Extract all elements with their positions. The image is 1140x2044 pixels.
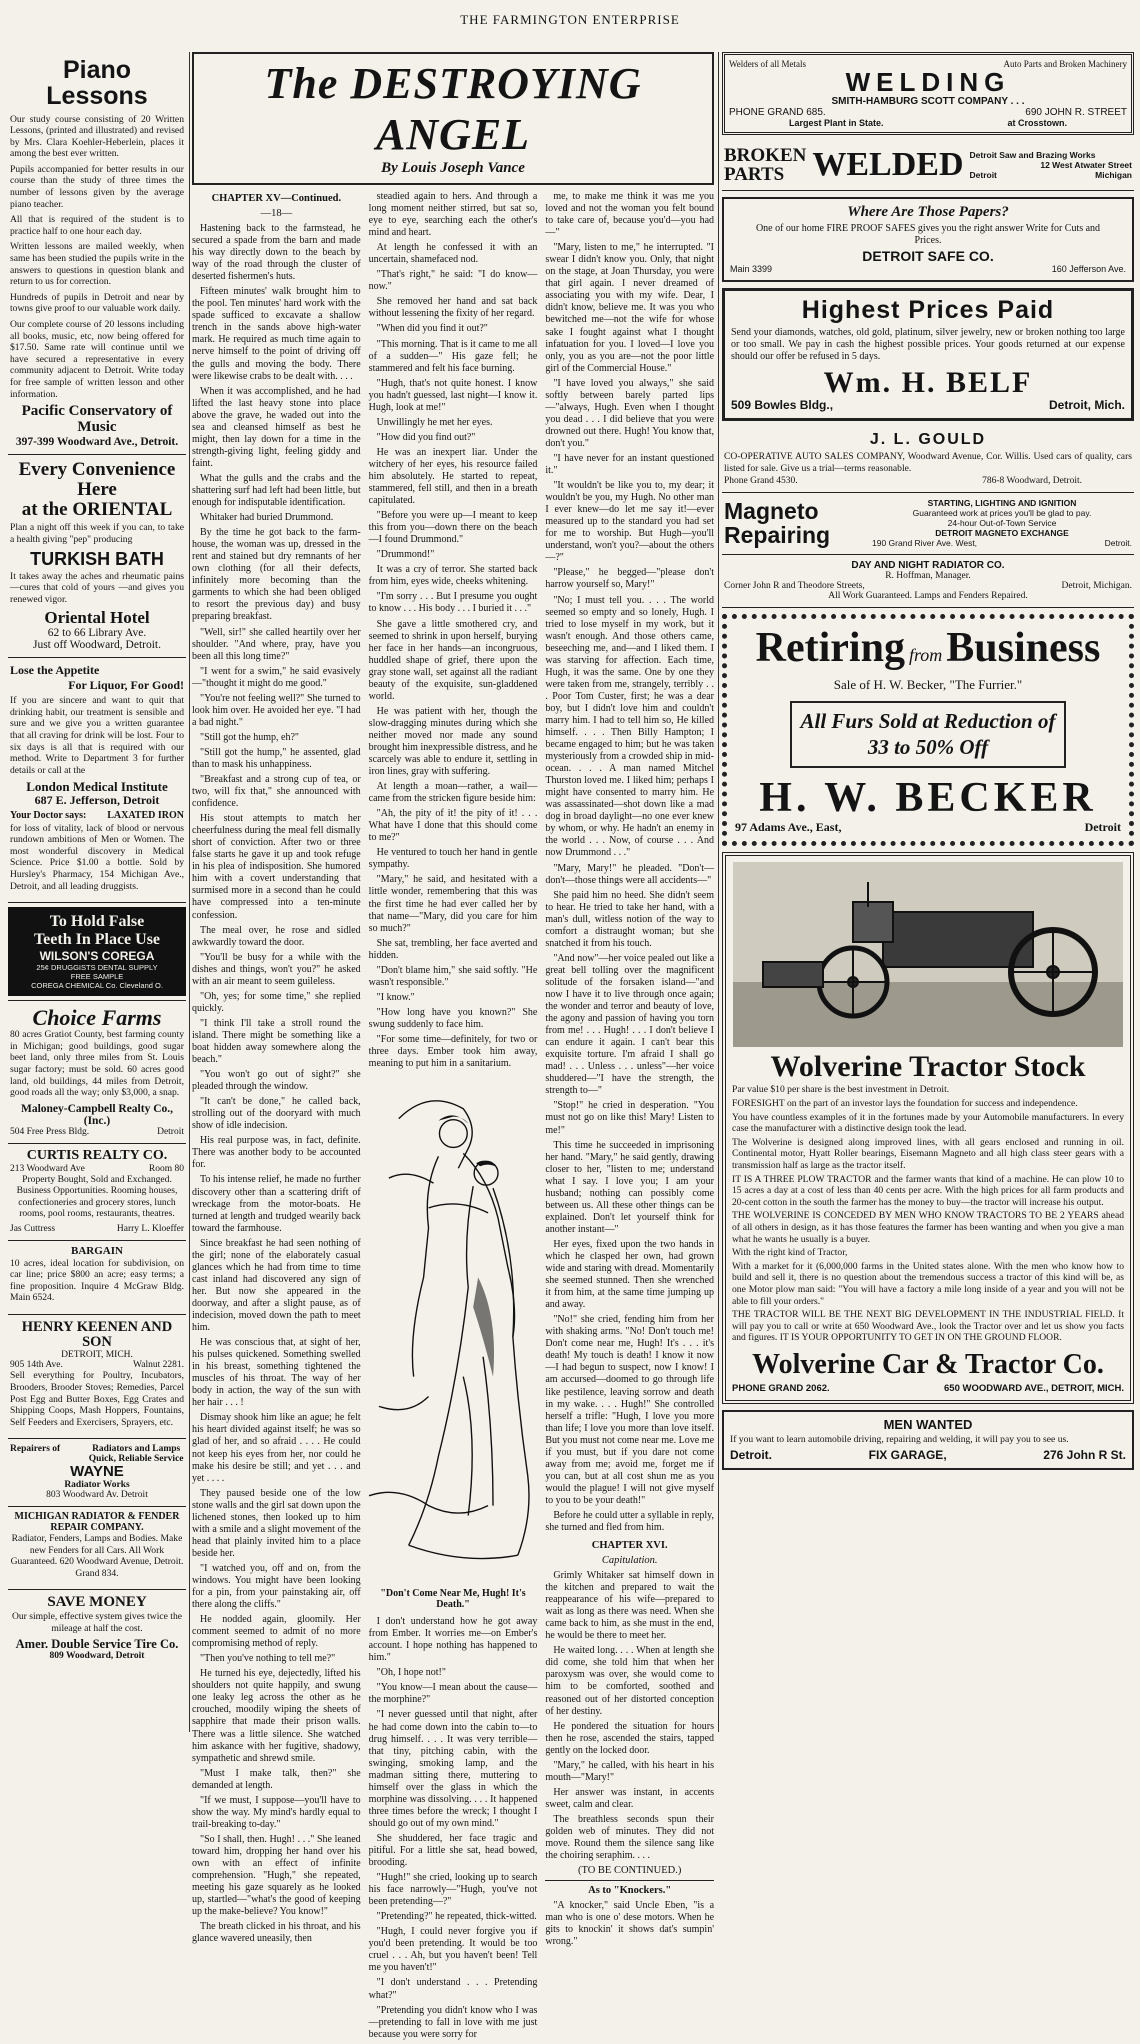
becker-furs-ad xyxy=(722,614,1134,845)
story-paragraph: Her answer was instant, in accents sweet, calm and clear. xyxy=(545,1786,715,1810)
ad-phone: Phone Grand 4530. xyxy=(724,476,798,487)
curtis-realty-ad xyxy=(8,1144,186,1241)
story-paragraph: "For some time—definitely, for two or three days. Ember took him away, meaning to put him in a sanitarium. xyxy=(368,1034,538,1070)
story-paragraph: Fifteen minutes' walk brought him to the pool. Ten minutes' hard work with the spade sufficed to excavate a shallow trench in the sands above high-water mark. He required as much time again to nerve himself to the point of driving off the gulls and moving the body. There were likewise crabs to be dealt with. . . . xyxy=(192,286,361,382)
ad-headline: TURKISH BATH xyxy=(30,548,164,569)
chapter-number: —18— xyxy=(260,208,293,219)
ad-text: Largest Plant in State. xyxy=(789,118,884,129)
ad-text: at Crosstown. xyxy=(1007,118,1067,129)
ad-title: DAY AND NIGHT RADIATOR CO. xyxy=(851,560,1005,572)
story-paragraph: "When did you find it out?" xyxy=(376,323,488,335)
masthead: THE FARMINGTON ENTERPRISE xyxy=(460,12,680,27)
story-paragraph: Hastening back to the farmstead, he secured a spade from the barn and made his way directly down to the beach by way of the road through the cluster of deserted fishermen's huts. xyxy=(192,223,361,283)
ad-text: Radiators and Lamps Quick, Reliable Service xyxy=(88,1444,184,1465)
story-paragraph: "Drummond!" xyxy=(376,549,435,561)
column-rule xyxy=(718,52,719,1732)
advertiser-address: 504 Free Press Bldg. xyxy=(10,1126,90,1137)
story-paragraph: "Breakfast and a strong cup of tea, or two, will fix that," she announced with confidence. xyxy=(192,774,361,810)
story-paragraph: Since breakfast he had seen nothing of the girl; none of the elaborately casual glances which he had from time to time cast inland had discovered any sign of her. But now she appeared in the doorway, and after a slight pause, as of indecision, moved down the path to meet him. xyxy=(192,1237,361,1334)
advertiser-address: 190 Grand River Ave. West, xyxy=(872,538,978,549)
ad-text: All Work Guaranteed. Lamps and Fenders Repaired. xyxy=(828,591,1028,602)
story-paragraph: "Then you've nothing to tell me?" xyxy=(200,1653,336,1665)
advertiser-address: 690 JOHN R. STREET xyxy=(1025,107,1127,119)
ad-text: Jas Cuttress xyxy=(10,1223,56,1234)
story-paragraph: "Stop!" he cried in desperation. "You must not go on like this! Mary! Listen to me!" xyxy=(545,1100,715,1136)
ad-text: Par value $10 per share is the best investment in Detroit. xyxy=(732,1084,950,1096)
to-be-continued: (TO BE CONTINUED.) xyxy=(578,1865,682,1877)
story-paragraph: "And now"—her voice pealed out like a great bell tolling over the magnificent solitude of the forsaken island—"and now I have it to live through once again; the wonder and terror and beauty of love, the agony and passion of having you torn from me! . . . Hugh! . . . I don't believe I can endure it again. I can't bear this exquisite torture. I'm afraid I shall go mad! . . . Unless . . . unless"—her voice shuddered—"I have the strength, the strength to—" xyxy=(545,952,715,1097)
corega-ad xyxy=(8,903,186,1001)
bargain-ad xyxy=(8,1241,186,1315)
ad-text: Sell everything for Poultry, Incubators, Brooders, Brooder Stoves; Remedies, Parcel Post Egg and Butter Boxes, Egg Crates and Shipping Coops, Mash Hoppers, Fountains, Self Feeders and Exercisers, Sprayers, etc. xyxy=(10,1370,184,1428)
advertiser-address: 803 Woodward Av. Detroit xyxy=(46,1490,148,1501)
story-paragraph: He turned his eye, dejectedly, lifted his shoulders not quite happily, and swung one leaky leg across the other as he crouched, moodily wiping the sheets of sapphire that made their prison walls. There was a little silence. She watched him askance with her fugitive, shadowy, sympathetic and shrewd smile. xyxy=(192,1668,361,1764)
story-paragraph: "Please," he begged—"please don't harrow yourself so, Mary!" xyxy=(545,567,715,591)
ad-title: Lose the Appetite xyxy=(10,663,100,678)
advertiser-address: 276 John R St. xyxy=(1043,1447,1126,1462)
advertiser-address: 213 Woodward Ave xyxy=(10,1163,85,1174)
chapter-heading: CHAPTER XVI. xyxy=(591,1540,668,1552)
safe-ad xyxy=(722,197,1134,281)
story-paragraph: "It wouldn't be like you to, my dear; it wouldn't be you, my Hugh. No other man I ever knew—do let me say it!—ever measured up to the standard you had set for me to worship. But Hugh—you'll understand, won't you?—about the others—?" xyxy=(545,480,715,564)
ad-phone: PHONE GRAND 2062. xyxy=(732,1383,830,1395)
story-paragraph: He waited long. . . . When at length she did come, she told him that when her paroxysm was over, she would come to him to be comforted, soothed and reasoned out of her distorted conception of her destiny. xyxy=(545,1645,715,1717)
advertiser-name: WAYNE xyxy=(70,1463,124,1481)
story-paragraph: Unwillingly he met her eyes. xyxy=(376,416,493,428)
story-paragraph: His stout attempts to match her cheerfulness during the meal fell dismally short of conviction. After two or three false starts he gave it up and took refuge in his plea of indisposition. She humored him with a covert understanding that surmised more in a second than he could have compressed into a ten-minute confession. xyxy=(192,813,361,921)
advertiser-address: Walnut 2281. xyxy=(133,1360,184,1371)
welding-ad xyxy=(722,52,1134,135)
ad-title: MICHIGAN RADIATOR & FENDER REPAIR COMPANY. xyxy=(14,1511,180,1533)
advertiser-name: Pacific Conservatory of Music xyxy=(21,403,173,435)
story-paragraph: What the gulls and the crabs and the shattering surf had left had been little, but enough for indisputable identification. xyxy=(192,472,361,509)
ad-text: 80 acres Gratiot County, best farming county in Michigan; good buildings, good sugar beet land, only three miles from St. Louis sugar factory; must be sold. 60 acres good land, old buildings, 44 miles from Detroit, good roads all the way; only $3,000, a snap. xyxy=(10,1029,184,1099)
ad-text: FREE SAMPLE xyxy=(70,972,124,982)
ad-text: IT IS A THREE PLOW TRACTOR and the farmer wants that kind of a machine. He can plow 10 to 15 acres a day at a cost of less than 40 cents per acre. With the high prices for all farm products and 20-cent cotton in the south the farmer has the money to buy—the tractor will increase his output. xyxy=(732,1173,1124,1208)
story-paragraph: "That's right," he said: "I do know—now." xyxy=(368,269,538,293)
story-paragraph: This time he succeeded in imprisoning her hand. "Mary," he said gently, drawing closer to her, "listen to me; understand what I say. I love you; I am your husband; nothing can possibly come between us. All these other things can be explained. Don't let yourself think for another instant—" xyxy=(545,1139,715,1235)
column-rule xyxy=(189,52,190,1732)
story-paragraph: "Pretending you didn't know who I was—pretending to fall in love with me just because you were sorry for xyxy=(368,2004,538,2040)
story-illustration xyxy=(369,1077,538,1577)
story-paragraph: "It can't be done," he called back, strolling out of the dooryard with much show of idle indecision. xyxy=(192,1096,361,1132)
ad-title: Business xyxy=(946,625,1101,672)
ad-text: It takes away the aches and rheumatic pains—cures that cold of yours —and gives you renewed vigor. xyxy=(10,570,184,605)
advertiser-address: Detroit. xyxy=(1104,538,1132,549)
ad-text: If you want to learn automobile driving, repairing and welding, it will pay you to see us. xyxy=(730,1433,1069,1445)
ad-title: Wolverine Tractor Stock xyxy=(770,1049,1086,1083)
ad-title: Piano Lessons xyxy=(46,56,148,111)
story-paragraph: He was an inexpert liar. Under the witchery of her eyes, his resource failed him absolutely. He started to repeat, stammered, fell still, and then in a breath capitulated. xyxy=(368,446,538,507)
story-paragraph: The breath clicked in his throat, and his glance wavered uneasily, then xyxy=(192,1921,361,1945)
story-paragraph: "How long have you known?" She swung suddenly to face him. xyxy=(368,1006,538,1030)
advertiser-address: DETROIT, MICH. xyxy=(61,1350,133,1361)
advertiser-address: Detroit. xyxy=(730,1447,772,1462)
magneto-ad xyxy=(722,493,1134,555)
ad-subhead: Your Doctor says: xyxy=(10,809,87,821)
story-paragraph: "I think I'll take a stroll round the island. There might be something like a boat hidden away somewhere along the beach." xyxy=(192,1017,361,1066)
advertiser-name: DETROIT MAGNETO EXCHANGE xyxy=(935,528,1069,539)
story-title: The DESTROYING ANGEL xyxy=(264,59,642,159)
filler-title: As to "Knockers." xyxy=(588,1885,672,1897)
story-paragraph: "This morning. That is it came to me all of a sudden—" His gaze fell; he stammered and felt his face burning. xyxy=(368,338,538,374)
story-paragraph: He nodded again, gloomily. Her comment seemed to admit of no more compromising method of reply. xyxy=(192,1614,361,1650)
ad-title: Where Are Those Papers? xyxy=(847,204,1009,221)
advertiser-name: Maloney-Campbell Realty Co., (Inc.) xyxy=(20,1102,174,1127)
story-paragraph: It was a cry of terror. She started back from him, eyes wide, cheeks whitening. xyxy=(368,564,538,588)
advertiser-address: 809 Woodward, Detroit xyxy=(49,1651,145,1662)
ad-title: J. L. GOULD xyxy=(869,431,987,449)
story-title-box xyxy=(192,52,714,185)
ad-text: Auto Parts and Broken Machinery xyxy=(1003,59,1127,69)
ad-text: Pupils accompanied for better results in our course than the study of three times the number of lessons given by the average piano teacher. xyxy=(10,163,184,210)
story-paragraph: "Mary, listen to me," he interrupted. "I swear I didn't know you. Only, that night on the stage, at Joan Thursday, you were that girl again. I never dreamed of associating you with my wife. Dear, I didn't know, believe me. It was you who bewitched me—not the wife for whose sake I fought against what I thought infatuation for you. I loved—I love you only, you as you are—not the poor little girl of the Commercial House." xyxy=(545,242,715,374)
story-paragraph: By the time he got back to the farm-house, the woman was up, dressed in the rent and stained but dry remnants of her own clothing (for all their defects, infinitely more becoming than the garments to which she had been obliged to resort the previous day) and busy preparing breakfast. xyxy=(192,527,361,623)
michigan-radiator-ad xyxy=(8,1507,186,1590)
story-paragraph: "I know." xyxy=(376,991,415,1003)
story-paragraph: She sat, trembling, her face averted and hidden. xyxy=(368,937,538,961)
story-paragraph: He ventured to touch her hand in gentle sympathy. xyxy=(368,847,538,871)
advertiser-name: Wm. H. BELF xyxy=(823,365,1033,399)
ad-text: Guaranteed work at prices you'll be glad to pay. xyxy=(912,508,1092,519)
ad-title: BROKEN xyxy=(724,145,807,167)
story-paragraph: "You won't go out of sight?" she pleaded through the window. xyxy=(192,1069,361,1093)
advertiser-address: Detroit, Mich. xyxy=(1048,398,1125,413)
story-paragraph: me, to make me think it was me you loved and not the woman you felt bound to take care of, because you'd—you had—" xyxy=(545,191,715,239)
serial-story xyxy=(192,52,715,2040)
story-paragraph: "I went for a swim," he said evasively—"thought it might do me good." xyxy=(192,665,361,689)
ad-text: Our simple, effective system gives twice the mileage at half the cost. xyxy=(11,1611,183,1634)
ad-text: Our complete course of 20 lessons including all books, music, etc, now being offered for $17.50. Same rate will continue until we have secured a representative in every community adjacent to Detroit. Write today for free sample of written lesson and other information. xyxy=(10,319,184,400)
story-paragraph: "Mary, Mary!" he pleaded. "Don't—don't—those things were all accidents—" xyxy=(545,862,715,886)
ad-title: CURTIS REALTY CO. xyxy=(26,1147,168,1163)
advertiser-address: 397-399 Woodward Ave., Detroit. xyxy=(15,435,179,448)
advertiser-address: Detroit xyxy=(1084,819,1121,834)
ad-text: With a market for it (6,000,000 farms in the United states alone. With the men who know how to build and sell it, there is no question about the tremendous success a tractor of this kind will be, as one Motor plow man said: "You will have a factory a mile long inside of a year and you will not be able to fill your orders." xyxy=(732,1260,1124,1307)
ad-text: The Wolverine is designed along improved lines, with all gears enclosed and running in oil. Continental motor, Hyatt Roller bearings, Eisemann Magneto and all high class steer gears with a transmission half as large as the tractor itself. xyxy=(732,1136,1124,1171)
advertiser-address: 97 Adams Ave., East, xyxy=(735,819,842,834)
advertiser-address: Corner John R and Theodore Streets, xyxy=(724,581,865,592)
story-paragraph: The meal over, he rose and sidled awkwardly toward the door. xyxy=(192,924,361,948)
ad-title: For Liquor, For Good! xyxy=(68,678,184,693)
story-paragraph: His real purpose was, in fact, definite. There was another body to be accounted for. xyxy=(192,1135,361,1171)
advertiser-address: 650 WOODWARD AVE., DETROIT, MICH. xyxy=(944,1383,1124,1395)
story-paragraph: "Hugh, I could never forgive you if you'd been pretending. It would be too cruel . . . Ah, but you haven't been! Tell me you haven't!" xyxy=(368,1926,538,1974)
ad-title: Repairing xyxy=(724,522,831,549)
filler-text: "A knocker," said Uncle Eben, "is a man who is one o' dese motors. When he gits to knockin' it shows dat's sumpin' wrong." xyxy=(545,1900,715,1948)
wayne-radiator-ad xyxy=(8,1439,186,1507)
ad-title: Magneto xyxy=(724,498,819,525)
ad-text: THE WOLVERINE IS CONCEDED BY MEN WHO KNOW TRACTORS TO BE 2 YEARS ahead of all others in design, as it has those features the farmer has been wanting and when you give a man what he wants he usually is a buyer. xyxy=(732,1210,1124,1245)
liquor-cure-ad xyxy=(8,658,186,903)
advertiser-address: Michigan xyxy=(1095,170,1132,181)
ad-title: Here xyxy=(77,478,117,500)
tractor-illustration xyxy=(732,862,1124,1047)
advertiser-address: 62 to 66 Library Ave. xyxy=(47,627,147,640)
ad-text: CO-OPERATIVE AUTO SALES COMPANY, Woodward Avenue, Cor. Willis. Used cars of quality, cars listed for sale. Give us a trial—terms reasonable. xyxy=(724,451,1132,474)
belf-ad xyxy=(722,288,1134,422)
ad-title: HENRY KEENEN AND SON xyxy=(21,1318,173,1351)
advertiser-name: Oriental Hotel xyxy=(44,608,150,628)
ad-title: Highest Prices Paid xyxy=(801,295,1055,324)
ad-text: for loss of vitality, lack of blood or nervous rundown ambitions of Men or Women. The most wonderful discovery in Medical Science. Price $1.00 a bottle. Sold by Hursley's Pharmacy, 154 Michigan Ave., Detroit, and all leading druggists. xyxy=(10,822,184,892)
story-paragraph: steadied again to hers. And through a long moment neither stirred, but sat so, eye to eye, searching each the other's mind and heart. xyxy=(368,191,538,239)
ad-text: Hundreds of pupils in Detroit and near by towns give proof to our valuable work daily. xyxy=(10,291,184,315)
story-paragraph: She shuddered, her face tragic and pitiful. For a little she sat, head bowed, brooding. xyxy=(368,1832,538,1869)
ad-title: BARGAIN xyxy=(71,1244,123,1257)
ad-text: 24-hour Out-of-Town Service xyxy=(947,518,1057,529)
advertiser-address: Just off Woodward, Detroit. xyxy=(32,639,161,652)
advertiser-name: H. W. BECKER xyxy=(759,774,1097,821)
story-paragraph: "I never guessed until that night, after he had come down into the cabin to—to drug himself. . . . It was very terrible—that tiny, pitching cabin, with the swinging, smoking lamp, and the madman sitting there, muttering to himself over the glass in which the morphine was dissolving. . . . It happened three times before the wreck; I thought I should go out of my own mind." xyxy=(368,1709,538,1829)
story-paragraph: To his intense relief, he made no further discovery other than a scattering drift of wreckage from the motor-boats. He turned at length and trudged wearily back toward the farmhouse. xyxy=(192,1174,361,1234)
story-paragraph: The breathless seconds spun their golden web of minutes. They did not move. Round them the silence sang like the choiring seraphim. . . . xyxy=(545,1813,715,1862)
story-paragraph: "If we must, I suppose—you'll have to show the way. My mind's hardly equal to trail-breaking to-day." xyxy=(192,1794,361,1830)
ad-text: Send your diamonds, watches, old gold, platinum, silver jewelry, new or broken nothing too large or too small. We pay in cash the highest possible prices. Your goods returned at our expense should our offer be refused in 5 days. xyxy=(731,326,1125,362)
ad-text: You have countless examples of it in the fortunes made by your Automobile manufacturers. In every case the manufacturer with a distinctive design took the lead. xyxy=(732,1111,1124,1135)
story-paragraph: She removed her hand and sat back without lessening the fixity of her regard. xyxy=(368,296,538,320)
ad-text: 10 acres, ideal location for subdivision, on car line; price $800 an acre; easy terms; a fine proposition. Inquire 4 McGraw Bldg. Main 6524. xyxy=(10,1257,184,1304)
story-paragraph: They paused beside one of the low stone walls and the girl sat down upon the lichened stones, then looked up to him with a smile and a slight movement of the head that plainly invited him to a place beside her. xyxy=(192,1487,361,1559)
story-paragraph: She paid him no heed. She didn't seem to hear. He tried to take her hand, with a man's dull, witless notion of the way to comfort a distraught woman; but she snatched it from his touch. xyxy=(545,889,715,949)
story-paragraph: At length a moan—rather, a wail—came from the stricken figure beside him: xyxy=(368,781,538,805)
ad-text: Radiator Works xyxy=(64,1480,130,1491)
piano-lessons-ad xyxy=(8,52,186,455)
advertiser-name: DETROIT SAFE CO. xyxy=(862,248,994,265)
story-paragraph: "I watched you, off and on, from the windows. You might have been looking for a pin, from your painstaking air, off there along the cliffs." xyxy=(192,1562,361,1611)
advertiser-address: 786-8 Woodward, Detroit. xyxy=(982,476,1082,487)
advertiser-name: Amer. Double Service Tire Co. xyxy=(15,1637,179,1652)
advertiser-name: FIX GARAGE, xyxy=(868,1447,947,1462)
story-paragraph: "Still got the hump," he assented, glad than to mask his unhappiness. xyxy=(192,746,361,770)
story-paragraph: I don't understand how he got away from Ember. It worries me—on Ember's account. I hope nothing has happened to him." xyxy=(368,1616,538,1664)
story-paragraph: "I'm sorry . . . But I presume you ought to know . . . His body . . . I buried it . . ." xyxy=(368,591,538,615)
story-paragraph: "You'll be busy for a while with the dishes and things, won't you?" he asked with an air meant to seem guileless. xyxy=(192,951,361,987)
ad-text: Our study course consisting of 20 Written Lessons, (printed and illustrated) and revised by Mrs. Clara Koehler-Heberlein, places it among the best ever written. xyxy=(10,113,184,160)
story-paragraph: When it was accomplished, and he had lifted the last heavy stone into place above the grave, he waded out into the sea and cleansed himself as best he might, then lay down for a time in the strength-giving light, feeling giddy and faint. xyxy=(192,385,361,469)
story-column-3 xyxy=(545,191,714,2044)
advertiser-address: 509 Bowles Bldg., xyxy=(731,398,834,413)
ad-title: To Hold False xyxy=(49,913,145,931)
story-paragraph: "Oh, I hope not!" xyxy=(376,1667,446,1679)
advertiser-address: 905 14th Ave. xyxy=(10,1360,63,1371)
story-paragraph: "Oh, yes; for some time," she replied quickly. xyxy=(192,990,361,1014)
story-paragraph: "You know—I mean about the cause—the morphine?" xyxy=(368,1682,538,1706)
story-paragraph: He was conscious that, at sight of her, his pulses quickened. Something swelled in his breast, something tightened the muscles of his throat. The way of her body in action, the way of the sun with her hair . . . ! xyxy=(192,1337,361,1409)
ad-title: WELDING xyxy=(845,67,1011,97)
ad-text: R. Hoffman, Manager. xyxy=(885,571,971,582)
story-paragraph: Grimly Whitaker sat himself down in the kitchen and prepared to wait the reappearance of his wife—prepared to wait as long as there was need. When she came back to him, as she must in the end, he would be there to meet her. xyxy=(545,1570,715,1642)
ad-title: PARTS xyxy=(724,164,785,186)
ad-headline: All Furs Sold at Reduction of 33 to 50% Off xyxy=(790,701,1066,767)
ad-text: If you are sincere and want to quit that drinking habit, our treatment is sensible and sure and we give you a written guarantee that all craving for drink will be lost. Four to six days is all that is required with our method. Write to Department 3 for further details or call at the xyxy=(10,695,184,776)
ad-text: COREGA CHEMICAL Co. Cleveland O. xyxy=(31,981,163,991)
ad-phone: PHONE GRAND 685. xyxy=(729,107,826,119)
ad-text: FORESIGHT on the part of an investor lays the foundation for success and independence. xyxy=(732,1098,1078,1110)
story-byline: By Louis Joseph Vance xyxy=(381,160,525,176)
advertiser-name: London Medical Institute xyxy=(26,779,168,795)
ad-title: SAVE MONEY xyxy=(47,1594,147,1611)
advertiser-address: 160 Jefferson Ave. xyxy=(1051,263,1126,274)
advertiser-address: Detroit xyxy=(969,170,997,181)
story-column-1 xyxy=(192,191,361,2044)
wolverine-tractor-ad xyxy=(722,852,1134,1404)
story-paragraph: "How did you find out?" xyxy=(376,431,476,443)
advertiser-name: Detroit Saw and Brazing Works xyxy=(969,150,1096,161)
ad-text: STARTING, LIGHTING AND IGNITION xyxy=(927,498,1077,509)
story-column-2 xyxy=(369,191,538,2044)
men-wanted-ad xyxy=(722,1410,1134,1469)
story-paragraph: "Must I make talk, then?" she demanded at length. xyxy=(192,1767,361,1791)
radiator-co-ad xyxy=(722,555,1134,608)
ad-text: Welders of all Metals xyxy=(729,59,807,69)
story-paragraph: "Pretending?" he repeated, thick-witted. xyxy=(376,1911,537,1923)
choice-farms-ad xyxy=(8,1001,186,1144)
gould-ad xyxy=(722,427,1134,493)
keenen-ad xyxy=(8,1315,186,1439)
story-paragraph: "Hugh!" she cried, looking up to search his face narrowly—"Hugh, you've not been pretending—?" xyxy=(368,1872,538,1908)
ad-text: Property Bought, Sold and Exchanged. Business Opportunities. Rooming houses, confectioneries and grocery stores, lunch rooms, pool rooms, restaurants, theatres. xyxy=(16,1173,178,1220)
ad-text: Harry L. Kloeffer xyxy=(116,1223,184,1234)
story-paragraph: "I have loved you always," she said softly between barely parted lips—"always, Hugh. Even when I thought you dead . . . I did believe that you were drowned out there. Hugh! You know that, don't you." xyxy=(545,377,715,449)
story-paragraph: "No!" she cried, fending him from her with shaking arms. "No! Don't touch me! Don't come near me, Hugh! It's . . . it's death! My touch is death! I know it now—I had begun to suspect, now I know! I am accursed—doomed to go through life like pestilence, leaving sorrow and death in my wake. . . . Hugh!" She controlled herself a trifle: "Hugh, I love you more than life; I love you more than love itself. But you must not come near me. Love me if you must, but if you dare not come away from me; avoid me, forget me if you can, but at all cost shun me as you would the plague! I will not give myself to you to be your death!" xyxy=(545,1314,715,1506)
ad-title: from xyxy=(908,645,943,666)
illustration-caption: "Don't Come Near Me, Hugh! It's Death." xyxy=(380,1588,526,1611)
ad-title: Retiring xyxy=(755,625,905,672)
story-paragraph: "You're not feeling well?" She turned to look him over. He avoided her eye. "I had a bad night." xyxy=(192,692,361,728)
ad-text: One of our home FIRE PROOF SAFES gives you the right answer Write for Cuts and Prices. xyxy=(755,223,1101,247)
ad-title: Every Convenience xyxy=(18,458,176,480)
ad-title: Teeth In Place Use xyxy=(33,931,161,949)
story-paragraph: "I have never for an instant questioned it." xyxy=(545,452,715,477)
ad-text: Written lessons are mailed weekly, when same has been studied the pupils write in the answers to questions in question blank and return to us for correction. xyxy=(10,241,184,288)
chapter-subtitle: Capitulation. xyxy=(601,1555,658,1567)
ad-headline: WILSON'S COREGA xyxy=(39,949,155,964)
ad-headline: WELDED xyxy=(812,146,964,184)
story-paragraph: Her eyes, fixed upon the two hands in which he clasped her own, had grown wide and staring with dread. Momentarily she seemed stunned. Then she wrenched it from him, at the same time jumping up and away. xyxy=(545,1238,715,1311)
advertiser-address: 12 West Atwater Street xyxy=(1040,160,1132,171)
ad-text: All that is required of the student is to practice half to one hour each day. xyxy=(10,214,184,237)
story-paragraph: "Well, sir!" she called heartily over her shoulder. "And where, pray, have you been all this long time?" xyxy=(192,626,361,662)
ad-text: Repairers of xyxy=(10,1444,61,1455)
save-money-ad xyxy=(8,1590,186,1667)
advertiser-address: Detroit, Michigan. xyxy=(1061,581,1132,592)
story-paragraph: "Don't blame him," she said softly. "He wasn't responsible." xyxy=(368,964,538,988)
advertiser-name: Wolverine Car & Tractor Co. xyxy=(752,1348,1104,1380)
story-paragraph: He was patient with her, though the slow-dragging minutes during which she neither moved nor made any sound brought him inexpressible distress, and he scarcely was able to endure it, settling in iron lines, gray with suffering. xyxy=(368,705,538,778)
story-paragraph: "Still got the hump, eh?" xyxy=(200,731,299,743)
ad-title: Choice Farms xyxy=(32,1005,162,1031)
story-paragraph: "I don't understand . . . Pretending what?" xyxy=(368,1977,538,2001)
story-paragraph: "So I shall, then. Hugh! . . ." She leaned toward him, dropping her hand over his own with an effect of infinite comprehension. "Hugh," she repeated, meeting his gaze squarely as he looked up, startled—"what's the good of keeping up the make-believe? You know!" xyxy=(192,1833,361,1918)
right-ads-column xyxy=(722,52,1134,1732)
story-paragraph: Before he could utter a syllable in reply, she turned and fled from him. xyxy=(545,1509,715,1534)
story-paragraph: "Mary," he called, with his heart in his mouth—"Mary!" xyxy=(545,1759,715,1783)
ad-text: Sale of H. W. Becker, "The Furrier." xyxy=(833,677,1023,693)
left-ads-column xyxy=(8,52,186,1732)
advertiser-address: Detroit xyxy=(157,1126,184,1137)
chapter-heading: CHAPTER XV—Continued. xyxy=(211,193,342,204)
story-paragraph: At length he confessed it with an uncertain, shamefaced nod. xyxy=(368,242,538,266)
ad-phone: Main 3399 xyxy=(730,263,773,274)
story-paragraph: "Mary," he said, and hesitated with a little wonder, remembering that this was the first time he had ever called her by that name—"Mary, did you care for him so much?" xyxy=(368,874,538,934)
ad-title: MEN WANTED xyxy=(883,1417,973,1433)
story-paragraph: She gave a little smothered cry, and seemed to shrink in upon herself, burying her face in her hands—an incongruous, huddled shape of grief, there upon the gray stone wall, set against all the radiant beauty of the exquisite, sun-gladdened world. xyxy=(368,618,538,702)
broken-parts-ad xyxy=(722,141,1134,191)
story-paragraph: "No; I must tell you. . . . The world seemed so empty and so lonely, Hugh. I tried to lose myself in my work, but it wasn't enough. And those others came, beseeching me, and—and I liked them. I was starving for affection. Each time, Hugh, it was the same. One by one they were taken from me, strangely, terribly . . . Poor Tom Custer, first; he was a dear boy, but I didn't love him and couldn't marry him. I had to tell him so, He killed himself. . . . Then Billy Hampton; I became engaged to him; but he was taken mysteriously from a crowded ship in mid-ocean. . . . A man named Mitchel Thurston loved me. I liked him; perhaps I might have consented to marry him. He was assassinated—shot down like a mad dog in broad daylight—no one ever knew by whom, or why. He hadn't an enemy in the world . . . Now, of course . . . And now Drummond . . ." xyxy=(545,594,715,859)
advertiser-address: Room 80 xyxy=(148,1163,184,1174)
ad-text: Radiator, Fenders, Lamps and Bodies. Make new Fenders for all Cars. All Work Guaranteed. 620 Woodward Avenue, Detroit. Grand 834. xyxy=(10,1533,184,1579)
story-paragraph: "Before you were up—I meant to keep this from you—down there on the beach—I found Drummond." xyxy=(368,510,538,546)
story-paragraph: Whitaker had buried Drummond. xyxy=(200,512,334,524)
advertiser-address: 687 E. Jefferson, Detroit xyxy=(34,792,160,807)
ad-text: With the right kind of Tractor, xyxy=(732,1247,848,1259)
story-paragraph: Dismay shook him like an ague; he felt his heart divided against itself; he was so glad of her, and so afraid . . . . He could not keep his eyes from her, nor could he make his desire be still; and yet . . . and yet . . . . xyxy=(192,1412,361,1484)
story-paragraph: "Ah, the pity of it! the pity of it! . . . What have I done that this should come to me?" xyxy=(368,808,538,844)
ad-title: at the ORIENTAL xyxy=(21,498,173,520)
story-paragraph: "Hugh, that's not quite honest. I know you hadn't guessed, last night—I know it. Hugh, look at me!" xyxy=(368,377,538,413)
ad-text: THE TRACTOR WILL BE THE NEXT BIG DEVELOPMENT IN THE INDUSTRIAL FIELD. It will pay you to call or write at 650 Woodward Ave., look the Tractor over and let us show you facts and figures. IT IS YOUR OPPORTUNITY TO GET IN ON THE GROUND FLOOR. xyxy=(732,1309,1124,1344)
ad-subhead: LAXATED IRON xyxy=(107,809,184,821)
story-paragraph: He pondered the situation for hours then he rose, ascended the stairs, tapped gently on the locked door. xyxy=(545,1720,715,1756)
ad-text: Plan a night off this week if you can, to take a health giving "pep" producing xyxy=(10,522,184,546)
oriental-hotel-ad xyxy=(8,455,186,659)
ad-text: 25¢ DRUGGISTS DENTAL SUPPLY xyxy=(36,963,158,973)
advertiser-name: SMITH-HAMBURG SCOTT COMPANY . . . xyxy=(831,96,1025,108)
